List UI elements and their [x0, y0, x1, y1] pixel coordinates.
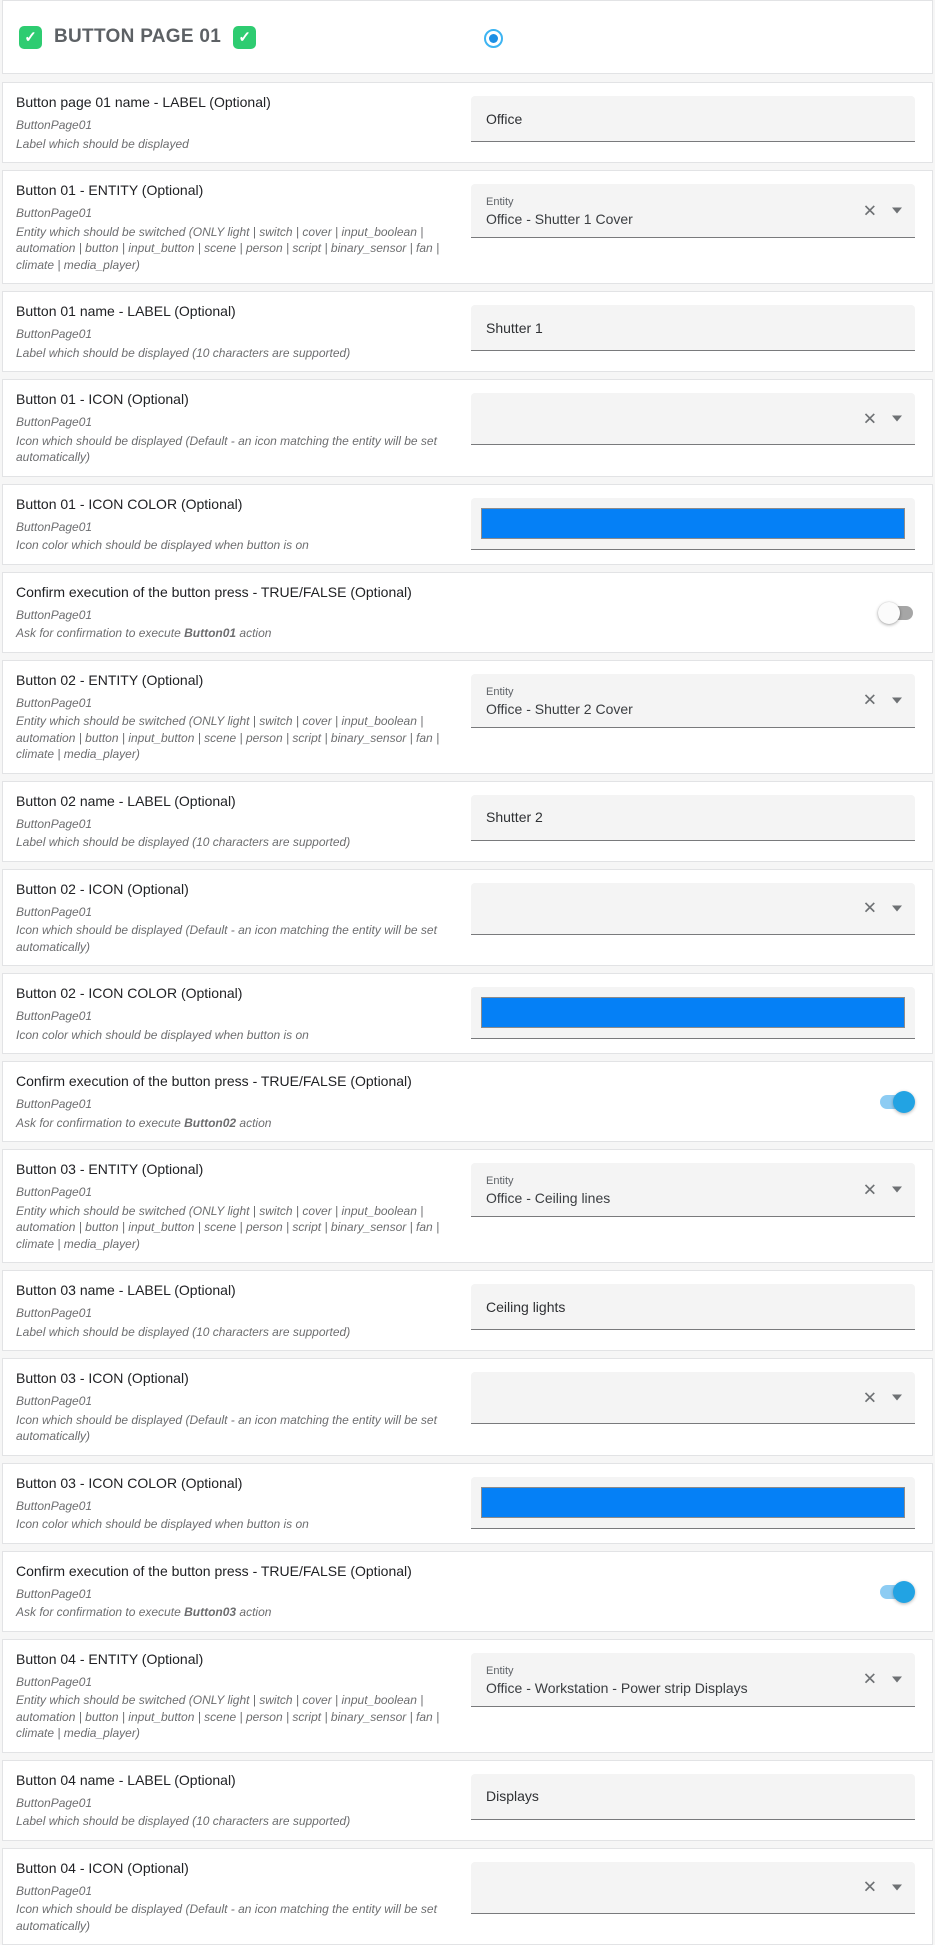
text-input[interactable]: Ceiling lights [471, 1284, 915, 1330]
entity-select[interactable] [471, 1653, 915, 1707]
clear-icon[interactable]: ✕ [863, 1879, 877, 1896]
row-description: Label which should be displayed [16, 136, 461, 153]
row-source: ButtonPage01 [16, 519, 461, 536]
color-input[interactable] [481, 997, 905, 1028]
row-description: Label which should be displayed (10 characters are supported) [16, 1324, 461, 1341]
entity-value: Office - Shutter 1 Cover [486, 211, 900, 227]
row-description: Ask for confirmation to execute Button03 action [16, 1604, 461, 1621]
row-source: ButtonPage01 [16, 1498, 461, 1515]
color-field [471, 987, 915, 1039]
color-input[interactable] [481, 1487, 905, 1518]
text-input[interactable]: Shutter 1 [471, 305, 915, 351]
form-row [2, 1551, 933, 1632]
form-row [2, 572, 933, 653]
form-row [2, 869, 933, 967]
form-row [2, 170, 933, 284]
row-description: Icon color which should be displayed when button is on [16, 537, 461, 554]
form-row [2, 379, 933, 477]
row-source: ButtonPage01 [16, 1586, 461, 1603]
row-description: Entity which should be switched (ONLY light | switch | cover | input_boolean | automation | button | input_button | scene | person | script | binary_sensor | fan | climate | media_player) [16, 1203, 461, 1253]
field-label: Entity [486, 196, 900, 208]
row-source: ButtonPage01 [16, 1305, 461, 1322]
row-description: Ask for confirmation to execute Button01 action [16, 625, 461, 642]
row-title: Button page 01 name - LABEL (Optional) [16, 94, 461, 110]
text-input[interactable]: Office [471, 96, 915, 142]
row-description: Icon which should be displayed (Default - an icon matching the entity will be set automatically) [16, 922, 461, 955]
clear-icon[interactable]: ✕ [863, 900, 877, 917]
icon-select[interactable] [471, 1862, 915, 1914]
form-row [2, 1760, 933, 1841]
row-source: ButtonPage01 [16, 414, 461, 431]
row-title: Confirm execution of the button press - TRUE/FALSE (Optional) [16, 584, 461, 600]
check-icon: ✓ [19, 26, 42, 49]
dropdown-icon[interactable] [892, 1884, 902, 1890]
clear-icon[interactable]: ✕ [863, 410, 877, 427]
row-description: Icon which should be displayed (Default - an icon matching the entity will be set automatically) [16, 1412, 461, 1445]
radio-button[interactable] [484, 29, 503, 48]
row-title: Button 02 name - LABEL (Optional) [16, 793, 461, 809]
row-title: Button 02 - ENTITY (Optional) [16, 672, 461, 688]
row-source: ButtonPage01 [16, 816, 461, 833]
text-input[interactable]: Shutter 2 [471, 795, 915, 841]
row-source: ButtonPage01 [16, 1795, 461, 1812]
row-title: Button 04 - ENTITY (Optional) [16, 1651, 461, 1667]
clear-icon[interactable]: ✕ [863, 202, 877, 219]
entity-select[interactable] [471, 184, 915, 238]
toggle-switch[interactable] [878, 1090, 915, 1114]
row-title: Button 04 - ICON (Optional) [16, 1860, 461, 1876]
toggle-switch[interactable] [878, 601, 915, 625]
form-row [2, 1270, 933, 1351]
row-source: ButtonPage01 [16, 326, 461, 343]
field-label: Entity [486, 686, 900, 698]
row-description: Entity which should be switched (ONLY light | switch | cover | input_boolean | automation | button | input_button | scene | person | script | binary_sensor | fan | climate | media_player) [16, 1692, 461, 1742]
row-title: Button 02 - ICON COLOR (Optional) [16, 985, 461, 1001]
row-source: ButtonPage01 [16, 117, 461, 134]
form-row [2, 973, 933, 1054]
clear-icon[interactable]: ✕ [863, 1181, 877, 1198]
form-row [2, 1358, 933, 1456]
page-header [2, 0, 933, 74]
row-source: ButtonPage01 [16, 1883, 461, 1900]
row-description: Entity which should be switched (ONLY light | switch | cover | input_boolean | automation | button | input_button | scene | person | script | binary_sensor | fan | climate | media_player) [16, 224, 461, 274]
row-title: Button 03 name - LABEL (Optional) [16, 1282, 461, 1298]
row-description: Icon color which should be displayed when button is on [16, 1516, 461, 1533]
form-row [2, 1639, 933, 1753]
color-field [471, 498, 915, 550]
row-source: ButtonPage01 [16, 1008, 461, 1025]
entity-select[interactable] [471, 1163, 915, 1217]
row-title: Button 03 - ICON COLOR (Optional) [16, 1475, 461, 1491]
color-field [471, 1477, 915, 1529]
field-label: Entity [486, 1175, 900, 1187]
row-description: Label which should be displayed (10 characters are supported) [16, 345, 461, 362]
text-input[interactable]: Displays [471, 1774, 915, 1820]
row-title: Button 03 - ENTITY (Optional) [16, 1161, 461, 1177]
row-source: ButtonPage01 [16, 205, 461, 222]
entity-value: Office - Shutter 2 Cover [486, 701, 900, 717]
clear-icon[interactable]: ✕ [863, 692, 877, 709]
row-source: ButtonPage01 [16, 904, 461, 921]
row-title: Button 01 - ICON (Optional) [16, 391, 461, 407]
form-row [2, 1848, 933, 1945]
icon-select[interactable] [471, 1372, 915, 1424]
dropdown-icon[interactable] [892, 905, 902, 911]
dropdown-icon[interactable] [892, 697, 902, 703]
form-row [2, 660, 933, 774]
form-row [2, 781, 933, 862]
row-title: Button 03 - ICON (Optional) [16, 1370, 461, 1386]
row-description: Icon color which should be displayed when button is on [16, 1027, 461, 1044]
row-title: Button 02 - ICON (Optional) [16, 881, 461, 897]
entity-value: Office - Workstation - Power strip Displays [486, 1680, 900, 1696]
row-description: Icon which should be displayed (Default - an icon matching the entity will be set automatically) [16, 1901, 461, 1934]
form-row [2, 484, 933, 565]
color-input[interactable] [481, 508, 905, 539]
row-description: Icon which should be displayed (Default - an icon matching the entity will be set automatically) [16, 433, 461, 466]
row-title: Button 04 name - LABEL (Optional) [16, 1772, 461, 1788]
form-row [2, 1463, 933, 1544]
clear-icon[interactable]: ✕ [863, 1671, 877, 1688]
form-row [2, 1149, 933, 1263]
icon-select[interactable] [471, 883, 915, 935]
row-source: ButtonPage01 [16, 1096, 461, 1113]
form-row [2, 82, 933, 163]
row-title: Confirm execution of the button press - TRUE/FALSE (Optional) [16, 1563, 461, 1579]
row-source: ButtonPage01 [16, 1393, 461, 1410]
page-title: BUTTON PAGE 01 [54, 26, 221, 48]
row-title: Button 01 - ICON COLOR (Optional) [16, 496, 461, 512]
field-label: Entity [486, 1665, 900, 1677]
toggle-switch[interactable] [878, 1580, 915, 1604]
check-icon: ✓ [233, 26, 256, 49]
row-title: Button 01 - ENTITY (Optional) [16, 182, 461, 198]
row-description: Entity which should be switched (ONLY light | switch | cover | input_boolean | automation | button | input_button | scene | person | script | binary_sensor | fan | climate | media_player) [16, 713, 461, 763]
row-description: Ask for confirmation to execute Button02 action [16, 1115, 461, 1132]
entity-value: Office - Ceiling lines [486, 1190, 900, 1206]
form-row [2, 291, 933, 372]
row-source: ButtonPage01 [16, 607, 461, 624]
row-source: ButtonPage01 [16, 1674, 461, 1691]
dropdown-icon[interactable] [892, 1395, 902, 1401]
entity-select[interactable] [471, 674, 915, 728]
row-title: Confirm execution of the button press - TRUE/FALSE (Optional) [16, 1073, 461, 1089]
row-source: ButtonPage01 [16, 1184, 461, 1201]
row-title: Button 01 name - LABEL (Optional) [16, 303, 461, 319]
icon-select[interactable] [471, 393, 915, 445]
dropdown-icon[interactable] [892, 1676, 902, 1682]
row-source: ButtonPage01 [16, 695, 461, 712]
form-row [2, 1061, 933, 1142]
dropdown-icon[interactable] [892, 208, 902, 214]
dropdown-icon[interactable] [892, 1187, 902, 1193]
row-description: Label which should be displayed (10 characters are supported) [16, 1813, 461, 1830]
row-description: Label which should be displayed (10 characters are supported) [16, 834, 461, 851]
dropdown-icon[interactable] [892, 416, 902, 422]
clear-icon[interactable]: ✕ [863, 1389, 877, 1406]
